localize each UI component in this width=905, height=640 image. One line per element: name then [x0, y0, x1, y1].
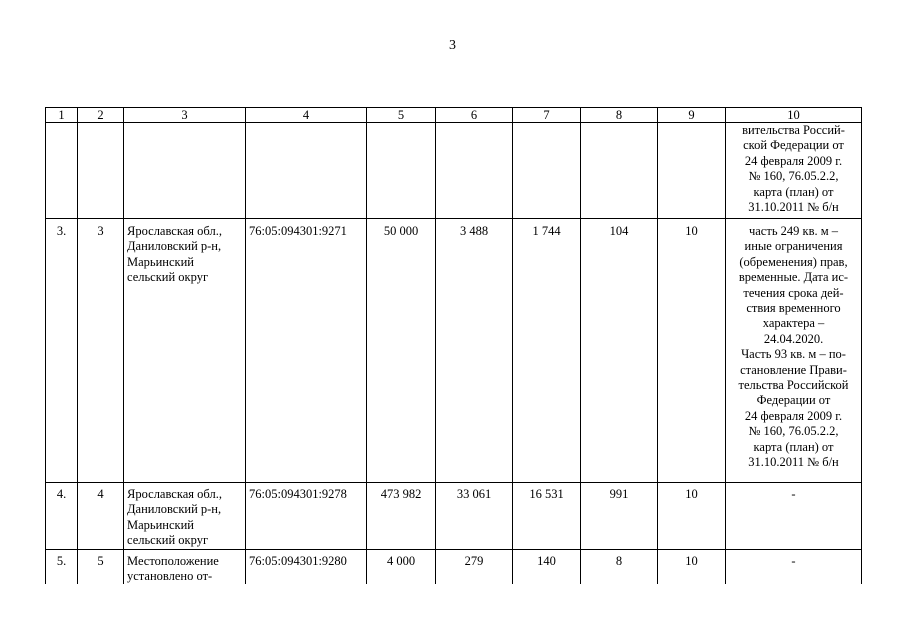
note-line: течения срока дей- — [743, 285, 844, 300]
row-index-cell: 4. — [46, 483, 78, 550]
header-cell-3: 3 — [124, 108, 246, 123]
value-cell-5: 473 982 — [367, 483, 436, 550]
empty-cell — [658, 123, 726, 219]
table-row — [46, 483, 862, 550]
note-line: 24.04.2020. — [763, 331, 824, 346]
note-line: 31.10.2011 № б/н — [748, 455, 839, 470]
location-cell — [124, 483, 246, 550]
note-line: иные ограничения — [744, 239, 843, 254]
note-line: ской Федерации от — [743, 138, 844, 153]
empty-cell — [124, 123, 246, 219]
note-line: вительства Россий- — [742, 123, 845, 137]
table-row — [46, 549, 862, 584]
empty-cell — [78, 123, 124, 219]
note-line: - — [791, 553, 796, 568]
location-line: Даниловский р-н, — [127, 502, 222, 517]
empty-cell — [367, 123, 436, 219]
location-line: Ярославская обл., — [127, 487, 222, 501]
note-line: Часть 93 кв. м – по- — [741, 347, 846, 362]
header-cell-4: 4 — [246, 108, 367, 123]
cadastral-number-cell: 76:05:094301:9271 — [246, 219, 367, 483]
empty-cell — [246, 123, 367, 219]
cadastral-number-cell: 76:05:094301:9280 — [246, 549, 367, 584]
header-cell-6: 6 — [436, 108, 513, 123]
empty-cell — [513, 123, 581, 219]
note-line: - — [791, 487, 796, 501]
row-number-cell: 5 — [78, 549, 124, 584]
header-cell-1: 1 — [46, 108, 78, 123]
location-cell — [124, 219, 246, 483]
note-cell — [726, 123, 862, 219]
note-line: 24 февраля 2009 г. — [744, 408, 843, 423]
note-cell — [726, 483, 862, 550]
note-line: карта (план) от — [753, 439, 834, 454]
value-cell-5: 4 000 — [367, 549, 436, 584]
land-plots-table — [45, 107, 862, 584]
table-header-row — [46, 108, 862, 123]
cadastral-number-cell: 76:05:094301:9278 — [246, 483, 367, 550]
location-line: Марьинский — [127, 517, 194, 532]
note-line: временные. Дата ис- — [738, 270, 849, 285]
note-cell — [726, 549, 862, 584]
location-cell — [124, 549, 246, 584]
location-line: Даниловский р-н, — [127, 239, 222, 254]
note-line: 24 февраля 2009 г. — [744, 153, 843, 168]
row-number-cell: 4 — [78, 483, 124, 550]
empty-cell — [581, 123, 658, 219]
empty-cell — [436, 123, 513, 219]
page-number: 3 — [449, 38, 456, 53]
value-cell-7: 16 531 — [513, 483, 581, 550]
note-line: Федерации от — [756, 393, 831, 408]
value-cell-7: 1 744 — [513, 219, 581, 483]
note-line: (обременения) прав, — [739, 254, 848, 269]
note-cell — [726, 219, 862, 483]
note-line: № 160, 76.05.2.2, — [748, 169, 839, 184]
location-line: установлено от- — [127, 569, 213, 584]
note-line: тельства Российской — [738, 378, 849, 393]
value-cell-6: 33 061 — [436, 483, 513, 550]
value-cell-9: 10 — [658, 483, 726, 550]
note-line: 31.10.2011 № б/н — [748, 200, 839, 215]
location-line: сельский округ — [127, 270, 209, 285]
value-cell-6: 279 — [436, 549, 513, 584]
value-cell-7: 140 — [513, 549, 581, 584]
table-row — [46, 219, 862, 483]
header-cell-9: 9 — [658, 108, 726, 123]
note-line: часть 249 кв. м – — [748, 224, 839, 238]
header-cell-10: 10 — [726, 108, 862, 123]
note-line: характера – — [762, 316, 825, 331]
value-cell-9: 10 — [658, 219, 726, 483]
note-line: ствия временного — [746, 301, 841, 316]
header-cell-7: 7 — [513, 108, 581, 123]
location-line: сельский округ — [127, 533, 209, 548]
row-index-cell: 5. — [46, 549, 78, 584]
location-line: Местоположение — [127, 553, 219, 568]
note-line: карта (план) от — [753, 184, 834, 199]
value-cell-8: 104 — [581, 219, 658, 483]
empty-cell — [46, 123, 78, 219]
location-line: Ярославская обл., — [127, 224, 222, 238]
value-cell-8: 8 — [581, 549, 658, 584]
header-cell-5: 5 — [367, 108, 436, 123]
value-cell-5: 50 000 — [367, 219, 436, 483]
header-cell-8: 8 — [581, 108, 658, 123]
row-index-cell: 3. — [46, 219, 78, 483]
header-cell-2: 2 — [78, 108, 124, 123]
row-number-cell: 3 — [78, 219, 124, 483]
note-line: становление Прави- — [740, 362, 847, 377]
note-line: № 160, 76.05.2.2, — [748, 424, 839, 439]
table-row-continuation — [46, 123, 862, 219]
value-cell-6: 3 488 — [436, 219, 513, 483]
value-cell-9: 10 — [658, 549, 726, 584]
value-cell-8: 991 — [581, 483, 658, 550]
location-line: Марьинский — [127, 254, 194, 269]
